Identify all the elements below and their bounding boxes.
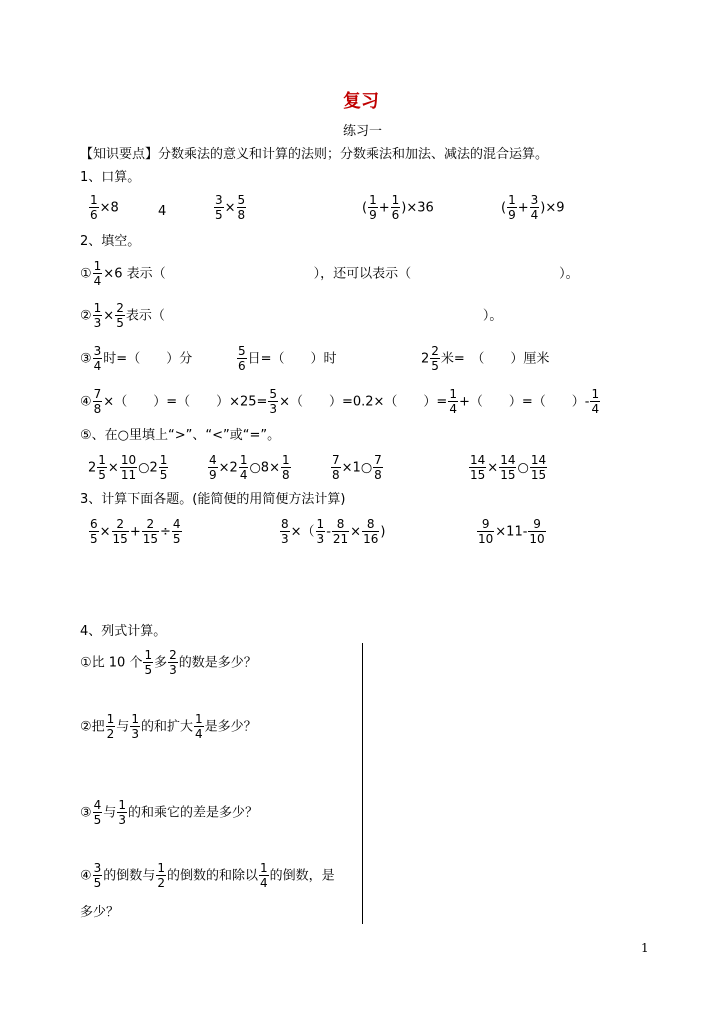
s1-q1: $\frac{1}{6}$ ×8 [90,193,119,223]
s2-line-5: ⑤、在○里填上“>”、“<”或“=”。 [80,428,281,443]
s2-line-3c: 2 $\frac{2}{5}$ 米= （ ）厘米 [421,344,550,374]
section-1-heading: 1、口算。 [80,170,141,185]
s2-compare-a: 2 $\frac{1}{5}$ × $\frac{10}{11}$ ○2 $\frac{1}{5}$ [88,453,168,483]
s1-q5: ( $\frac{1}{9}$ + $\frac{3}{4}$ )×9 [501,193,565,223]
s4-question-4: ④ $\frac{3}{5}$ 的倒数与 $\frac{1}{2}$ 的倒数的和除以 $\frac{1}{4}$ 的倒数，是 [80,861,335,891]
s1-q2: 4 [158,204,167,219]
s4-question-2: ②把 $\frac{1}{2}$ 与 $\frac{1}{3}$ 的和扩大 $\frac{1}{4}$ 是多少？ [80,712,257,742]
s1-q3: $\frac{3}{5}$ × $\frac{5}{8}$ [215,193,246,223]
section-2-heading: 2、填空。 [80,234,141,249]
s3-problem-1: $\frac{6}{5}$ × $\frac{2}{15}$ + $\frac{2}{15}$ ÷ $\frac{4}{5}$ [90,517,181,547]
s4-question-4-continued: 多少？ [80,905,120,920]
s4-question-1: ①比 10 个 $\frac{1}{5}$ 多 $\frac{2}{3}$ 的数是多少？ [80,648,257,678]
knowledge-points: 【知识要点】分数乘法的意义和计算的法则；分数乘法和加法、减法的混合运算。 [80,147,549,162]
s2-compare-d: $\frac{14}{15}$ × $\frac{14}{15}$ ○ $\frac{14}{15}$ [470,453,547,483]
column-divider [362,643,363,924]
s2-line-4: ④ $\frac{7}{8}$ ×（ ）=（ ）×25= $\frac{5}{3}$ ×（ ）=0.2×（ ）= $\frac{1}{4}$ +（ ）=（ ）- $\frac{1}{4}$ [80,387,600,417]
fraction: $\frac{1}{6}$ [90,193,98,223]
s3-problem-2: $\frac{8}{3}$ ×（ $\frac{1}{3}$ - $\frac{8}{21}$ × $\frac{8}{16}$ ) [281,517,386,547]
s2-compare-b: $\frac{4}{9}$ ×2 $\frac{1}{4}$ ○8× $\frac{1}{8}$ [209,453,290,483]
s2-line-3a: ③ $\frac{3}{4}$ 时=（ ）分 [80,344,193,374]
subtitle: 练习一 [343,124,383,139]
s2-line-2: ② $\frac{1}{3}$ × $\frac{2}{5}$ 表示（ ）。 [80,301,503,331]
s2-line-1: ① $\frac{1}{4}$ ×6 表示（ ），还可以表示（ ）。 [80,259,579,289]
page-number: 1 [641,941,649,955]
s3-problem-3: $\frac{9}{10}$ ×11- $\frac{9}{10}$ [478,517,545,547]
s4-question-3: ③ $\frac{4}{5}$ 与 $\frac{1}{3}$ 的和乘它的差是多少？ [80,798,258,828]
s2-compare-c: $\frac{7}{8}$ ×1○ $\frac{7}{8}$ [332,453,382,483]
page-title: 复习 [343,91,379,112]
s2-line-3b: $\frac{5}{6}$ 日=（ ）时 [238,344,337,374]
section-3-heading: 3、计算下面各题。(能简便的用简便方法计算) [80,492,346,507]
s1-q4: ( $\frac{1}{9}$ + $\frac{1}{6}$ )×36 [362,193,434,223]
section-4-heading: 4、列式计算。 [80,624,167,639]
